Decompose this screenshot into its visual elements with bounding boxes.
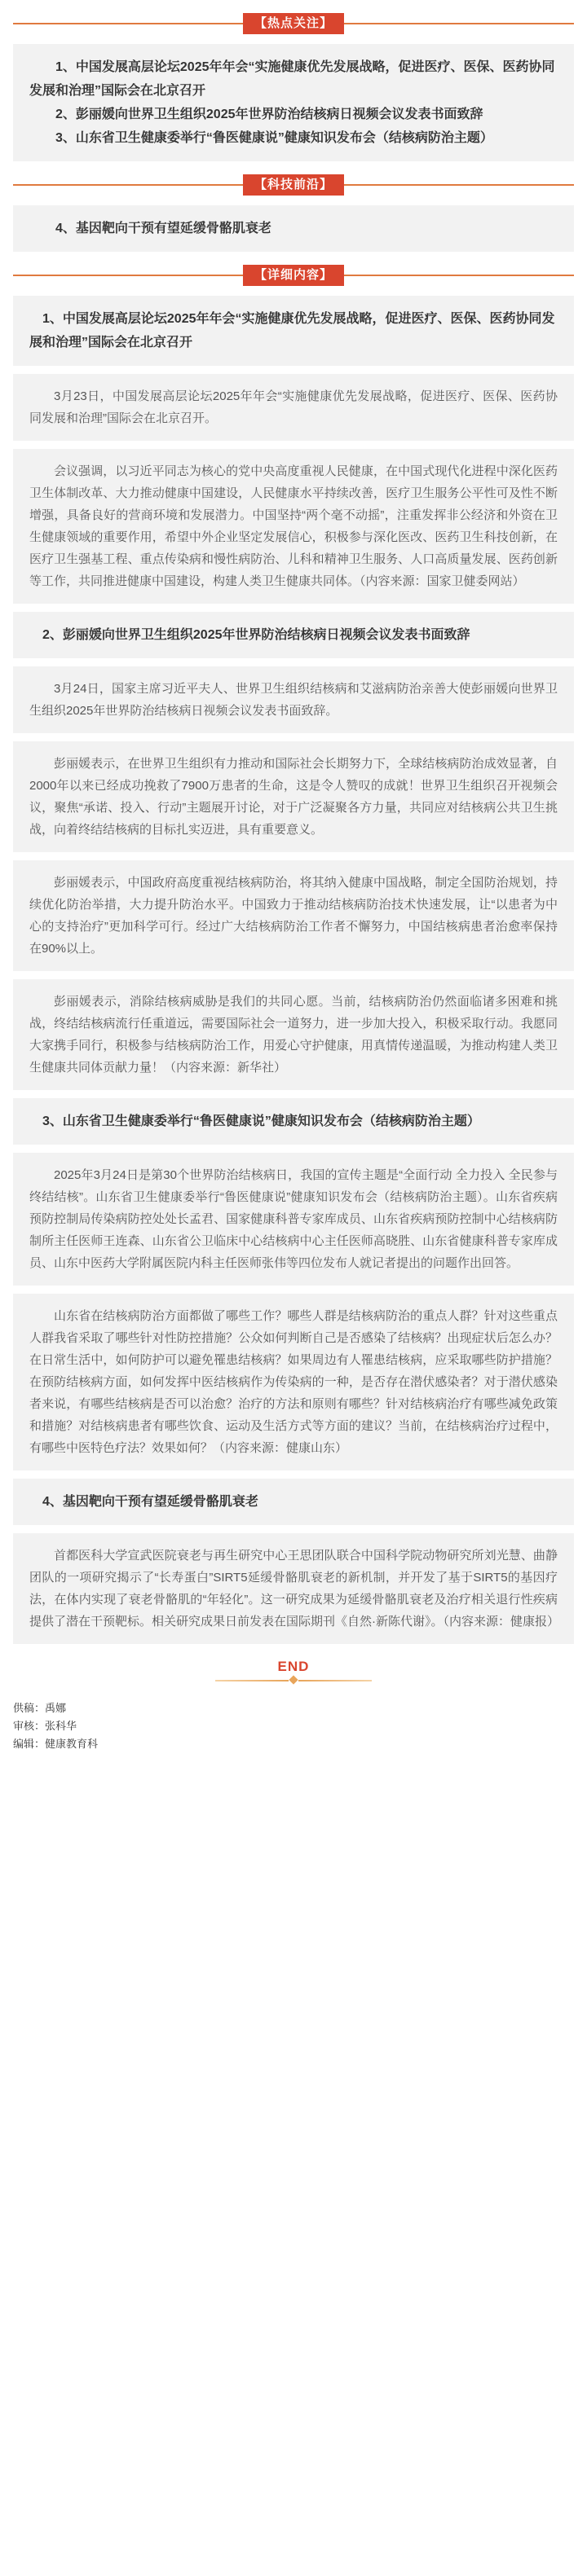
article-paragraph-card (13, 979, 574, 1090)
section-tag-hot: 【热点关注】 (243, 13, 344, 34)
hot-item[interactable]: 2、彭丽媛向世界卫生组织2025年世界防治结核病日视频会议发表书面致辞 (55, 108, 483, 121)
article-title-card (13, 296, 574, 366)
article-paragraph: 首都医科大学宣武医院衰老与再生研究中心王思团队联合中国科学院动物研究所刘光慧、曲静团队的一项研究揭示了“长寿蛋白”SIRT5延缓骨骼肌衰老的新机制，并开发了基于SIRT5的基因疗法，在体内实现了衰老骨骼肌的“年轻化”。这一研究成果为延缓骨骼肌衰老及治疗相关退行性疾病提供了潜在干预靶标。相关研究成果日前发表在国际期刊《自然·新陈代谢》。（内容来源：健康报） (29, 1549, 559, 1629)
section-header-tech (0, 173, 587, 197)
article-paragraph-card (13, 374, 574, 441)
article-title-card (13, 1479, 574, 1525)
article-title: 1、中国发展高层论坛2025年年会“实施健康优先发展战略，促进医疗、医保、医药协同发展和治理”国际会在北京召开 (29, 312, 555, 349)
article-paragraph-card (13, 666, 574, 733)
article-paragraph: 彭丽媛表示，消除结核病威胁是我们的共同心愿。当前，结核病防治仍然面临诸多困难和挑战，终结结核病流行任重道远，需要国际社会一道努力，进一步加大投入，积极采取行动。我愿同大家携手同行，积极参与结核病防治工作，用爱心守护健康，用真情传递温暖，为推动构建人类卫生健康共同体贡献力量！（内容来源：新华社） (29, 995, 558, 1075)
section-header-hot (0, 11, 587, 36)
hot-item[interactable]: 3、山东省卫生健康委举行“鲁医健康说”健康知识发布会（结核病防治主题） (55, 131, 493, 145)
article-paragraph: 3月23日，中国发展高层论坛2025年年会“实施健康优先发展战略，促进医疗、医保、医药协同发展和治理”国际会在北京召开。 (29, 389, 558, 425)
end-divider-left (215, 1680, 289, 1681)
article-paragraph-card (13, 1294, 574, 1470)
end-diamond-icon (289, 1675, 298, 1684)
article-paragraph-card (13, 1153, 574, 1286)
article-paragraph: 2025年3月24日是第30个世界防治结核病日，我国的宣传主题是“全面行动 全力投入 全民参与 终结结核”。山东省卫生健康委举行“鲁医健康说”健康知识发布会（结核病防治主题）。山东省疾病预防控制局传染病防控处处长孟君、国家健康科普专家库成员、山东省疾病预防控制中心结核病防制所主任医师王连森、山东省公卫临床中心结核病中心主任医师高晓胜、山东省健康科普专家库成员、山东中医药大学附属医院内科主任医师张伟等四位发布人就记者提出的问题作出回答。 (29, 1168, 558, 1270)
article-paragraph: 彭丽媛表示，中国政府高度重视结核病防治，将其纳入健康中国战略，制定全国防治规划，持续优化防治举措，大力提升防治水平。中国致力于推动结核病防治技术快速发展，让“以患者为中心的支持治疗”更加科学可行。经过广大结核病防治工作者不懈努力，中国结核病患者治愈率保持在90%以上。 (29, 876, 558, 956)
tech-list (13, 205, 574, 252)
credits (13, 1699, 587, 1753)
article-paragraph-card (13, 860, 574, 971)
article-paragraph: 3月24日，国家主席习近平夫人、世界卫生组织结核病和艾滋病防治亲善大使彭丽媛向世界卫生组织2025年世界防治结核病日视频会议发表书面致辞。 (29, 682, 558, 718)
article-paragraph: 山东省在结核病防治方面都做了哪些工作？哪些人群是结核病防治的重点人群？针对这些重点人群我省采取了哪些针对性防控措施？公众如何判断自己是否感染了结核病？出现症状后怎么办？在日常生活中，如何防护可以避免罹患结核病？如果周边有人罹患结核病，应采取哪些防护措施？在预防结核病方面，如何发挥中医结核病作为传染病的一种，是否存在潜伏感染者？对于潜伏感染者来说，有哪些结核病是否可以治愈？治疗的方法和原则有哪些？针对结核病治疗有哪些减免政策和措施？对结核病患者有哪些饮食、运动及生活方式等方面的建议？当前，在结核病治疗过程中，有哪些中医特色疗法？效果如何？（内容来源：健康山东） (29, 1309, 558, 1455)
article-paragraph-card (13, 741, 574, 852)
end-divider-right (298, 1680, 372, 1681)
newsletter-page (0, 11, 587, 1753)
article-paragraph-card (13, 1533, 574, 1644)
end-label: END (277, 1659, 310, 1674)
article-title: 3、山东省卫生健康委举行“鲁医健康说”健康知识发布会（结核病防治主题） (42, 1114, 480, 1128)
article-paragraph-card (13, 449, 574, 604)
hot-list (13, 44, 574, 161)
section-tag-tech: 【科技前沿】 (243, 174, 344, 196)
article-paragraph: 会议强调，以习近平同志为核心的党中央高度重视人民健康，在中国式现代化进程中深化医药卫生体制改革、大力推动健康中国建设，人民健康水平持续改善，医疗卫生服务公平性可及性不断增强，具备良好的营商环境和发展潜力。中国坚持“两个毫不动摇”，注重发挥非公经济和外资在卫生健康领域的重要作用，希望中外企业坚定发展信心，积极参与深化医改、医药卫生科技创新，在医疗卫生强基工程、重点传染病和慢性病防治、儿科和精神卫生服务、人口高质量发展、医药创新等工作，共同推进健康中国建设，构建人类卫生健康共同体。（内容来源：国家卫健委网站） (29, 464, 558, 588)
article-title-card (13, 612, 574, 658)
article-title-card (13, 1098, 574, 1145)
credit-line: 编辑：健康教育科 (13, 1738, 99, 1750)
tech-item[interactable]: 4、基因靶向干预有望延缓骨骼肌衰老 (55, 222, 271, 235)
end-marker (0, 1655, 587, 1691)
hot-item[interactable]: 1、中国发展高层论坛2025年年会“实施健康优先发展战略，促进医疗、医保、医药协同发展和治理”国际会在北京召开 (29, 60, 555, 98)
credit-line: 供稿：禹娜 (13, 1702, 67, 1714)
credit-line: 审核：张科华 (13, 1720, 77, 1732)
section-header-detail (0, 263, 587, 288)
section-tag-detail: 【详细内容】 (243, 265, 344, 286)
article-paragraph: 彭丽媛表示，在世界卫生组织有力推动和国际社会长期努力下，全球结核病防治成效显著，自2000年以来已经成功挽救了7900万患者的生命，这是令人赞叹的成就！世界卫生组织召开视频会议，聚焦“承诺、投入、行动”主题展开讨论，对于广泛凝聚各方力量，共同应对结核病公共卫生挑战，向着终结结核病的目标扎实迈进，具有重要意义。 (29, 757, 558, 837)
article-title: 2、彭丽媛向世界卫生组织2025年世界防治结核病日视频会议发表书面致辞 (42, 628, 470, 642)
article-title: 4、基因靶向干预有望延缓骨骼肌衰老 (42, 1495, 258, 1509)
